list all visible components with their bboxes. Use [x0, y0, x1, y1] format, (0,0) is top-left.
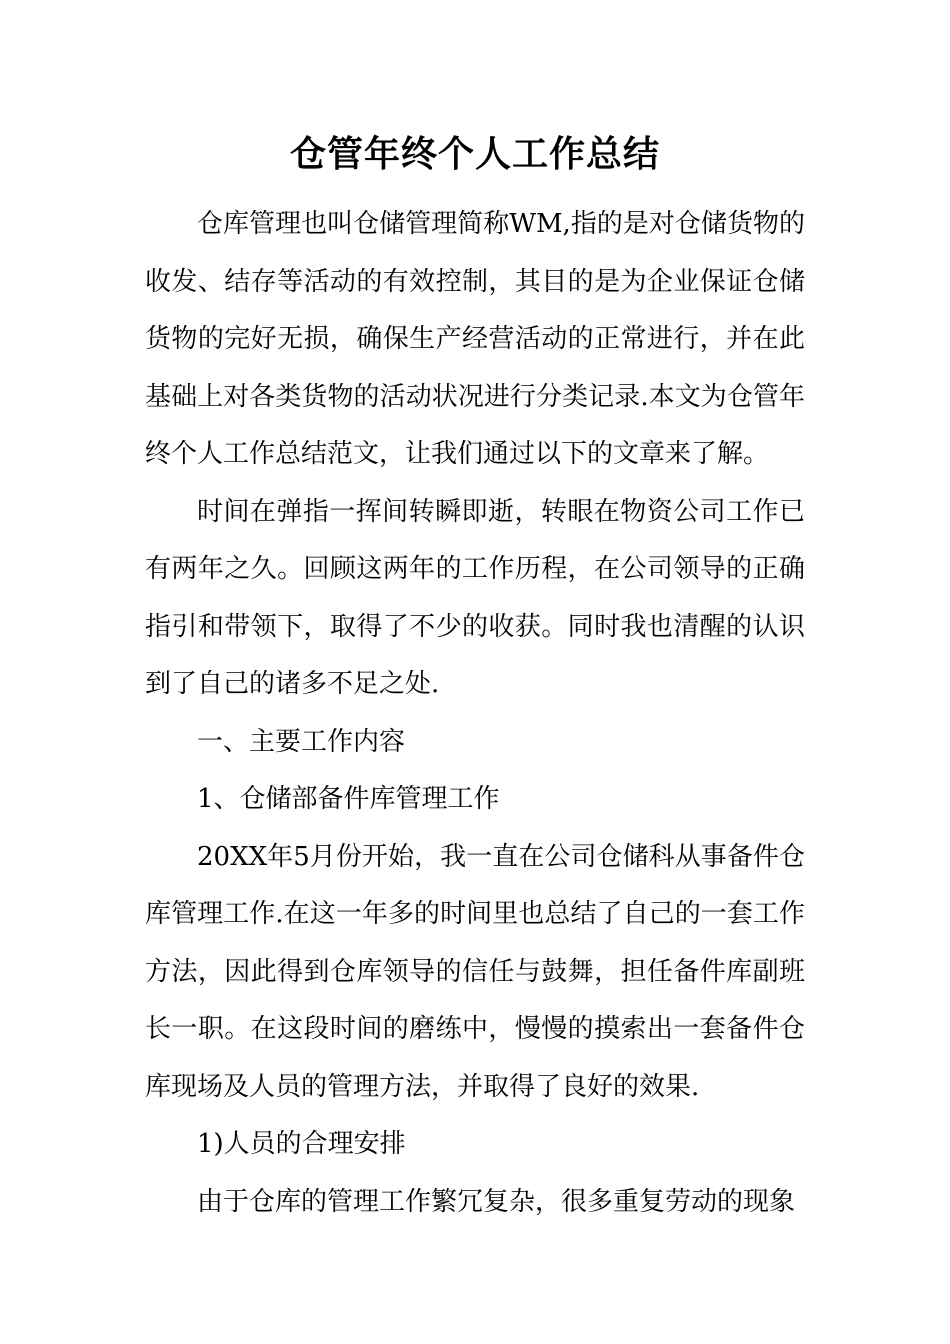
section-heading-main-work: 一、主要工作内容: [197, 726, 406, 757]
paragraph-intro: 仓库管理也叫仓储管理简称WM,指的是对仓储货物的收发、结存等活动的有效控制，其目的是为企业保证仓储货物的完好无损，确保生产经营活动的正常进行，并在此基础上对各类货物的活动状况进行分类记录.本文为仓管年终个人工作总结范文，让我们通过以下的文章来了解。: [145, 209, 805, 469]
paragraph-spare-parts-work: 20XX年5月份开始，我一直在公司仓储科从事备件仓库管理工作.在这一年多的时间里也总结了自己的一套工作方法，因此得到仓库领导的信任与鼓舞，担任备件库副班长一职。在这段时间的磨练中，慢慢的摸索出一套备件仓库现场及人员的管理方法，并取得了良好的效果.: [145, 841, 805, 1102]
paragraph-staffing: 由于仓库的管理工作繁冗复杂，很多重复劳动的现象: [197, 1186, 796, 1217]
document-body: [145, 196, 805, 1231]
paragraph-review: 时间在弹指一挥间转瞬即逝，转眼在物资公司工作已有两年之久。回顾这两年的工作历程，在公司领导的正确指引和带领下，取得了不少的收获。同时我也清醒的认识到了自己的诸多不足之处.: [145, 496, 805, 699]
subsection-heading-staffing: 1)人员的合理安排: [197, 1129, 406, 1159]
document-title: 仓管年终个人工作总结: [289, 133, 660, 175]
subsection-heading-spare-parts: 1、仓储部备件库管理工作: [197, 784, 500, 814]
